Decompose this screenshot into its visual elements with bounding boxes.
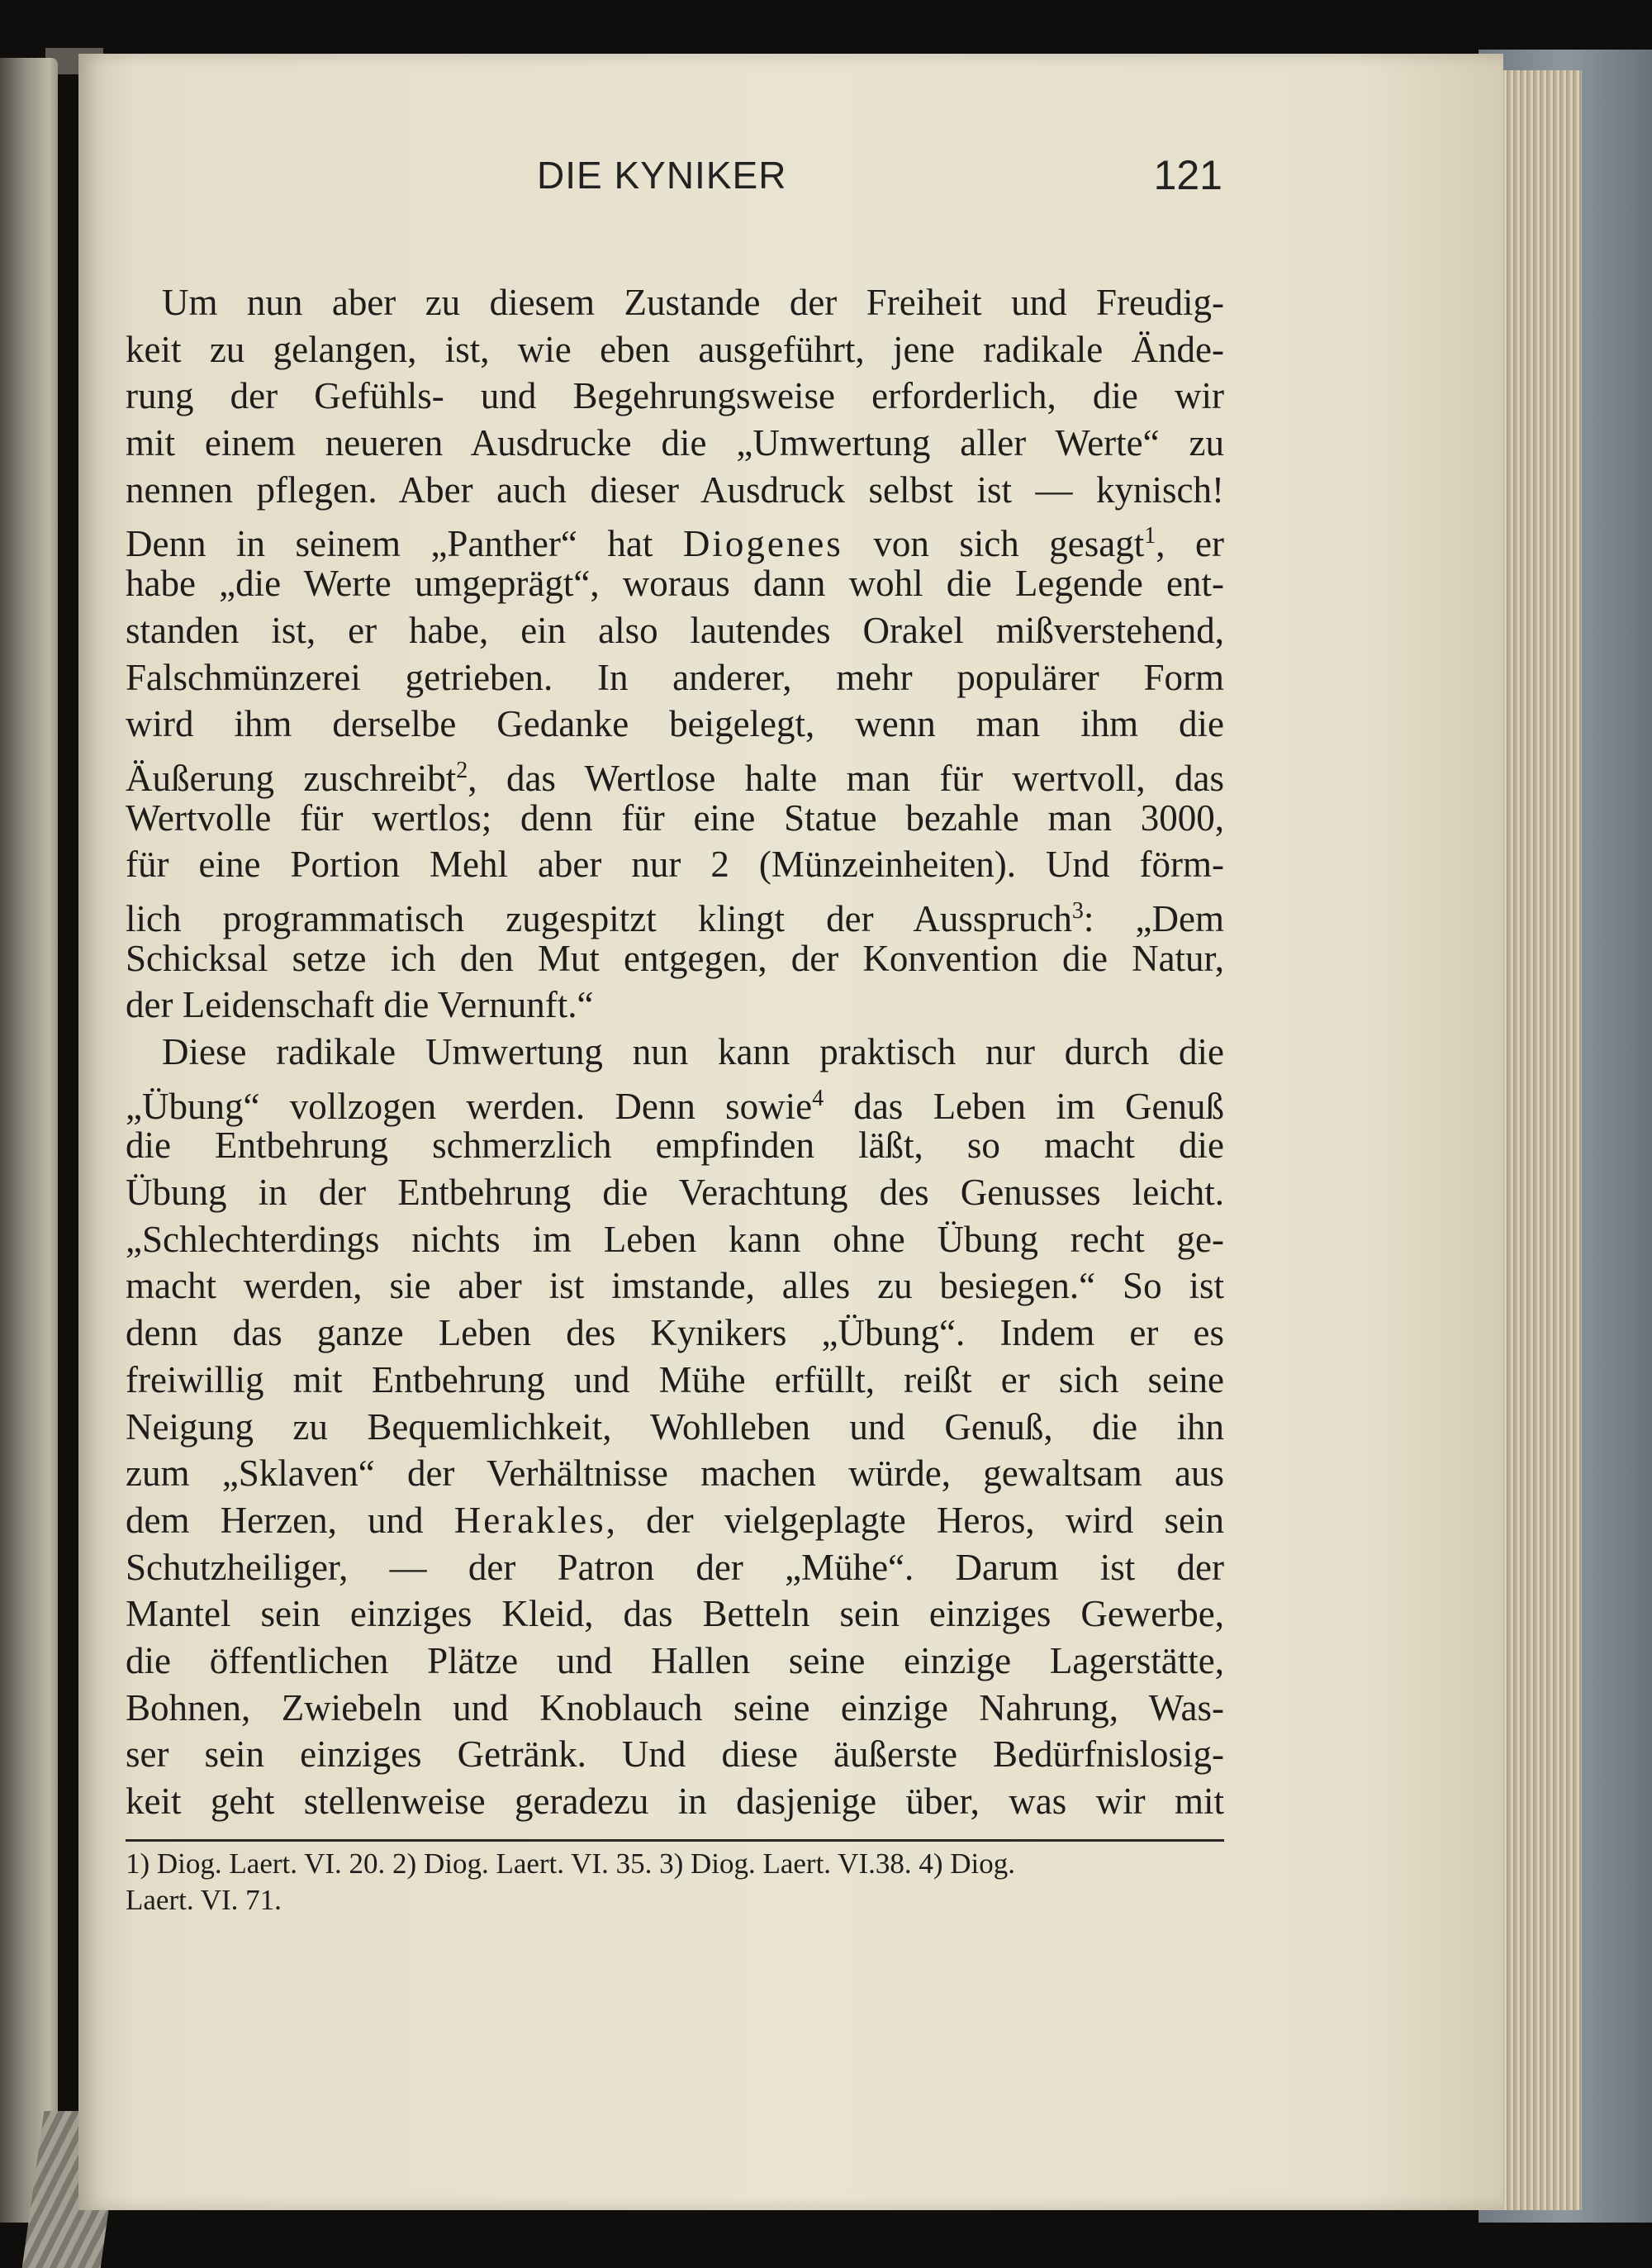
text-line: keit geht stellenweise geradezu in dasjenige über, was wir mit [126, 1781, 1224, 1822]
paragraph-2 [126, 1029, 1224, 1825]
text-line: „Schlechterdings nichts im Leben kann ohne Übung recht ge- [126, 1218, 1224, 1260]
text-fragment: Denn in seinem „Panther“ hat [126, 523, 683, 565]
text-line: Bohnen, Zwiebeln und Knoblauch seine einzige Nahrung, Was- [126, 1686, 1224, 1728]
text-line: ser sein einziges Getränk. Und diese äußerste Bedürfnislosig- [126, 1733, 1224, 1776]
text-fragment: dem Herzen, und [126, 1499, 454, 1541]
page-stack-edge [1495, 70, 1582, 2210]
text-line [126, 748, 1224, 799]
left-page-edge [0, 58, 58, 2223]
text-line: nennen pflegen. Aber auch dieser Ausdruck selbst ist — kynisch! [126, 468, 1224, 511]
spaced-name: Herakles [453, 1499, 606, 1541]
text-fragment: Äußerung zuschreibt [126, 757, 457, 799]
text-line: habe „die Werte umgeprägt“, woraus dann wohl die Legende ent- [126, 563, 1224, 605]
footnote-ref: 2 [456, 757, 468, 783]
spaced-name: Diogenes [682, 523, 843, 565]
text-line: zum „Sklaven“ der Verhältnisse machen würde, gewaltsam aus [126, 1453, 1224, 1495]
text-line: standen ist, er habe, ein also lautendes Orakel mißverstehend, [126, 609, 1224, 651]
text-line: rung der Gefühls- und Begehrungsweise erforderlich, die wir [126, 375, 1224, 417]
text-line: wird ihm derselbe Gedanke beigelegt, wenn man ihm die [126, 703, 1224, 745]
page-header [124, 153, 1222, 219]
text-line [126, 1076, 1224, 1127]
text-line [126, 888, 1225, 939]
footnote-ref: 4 [812, 1085, 824, 1111]
text-line [126, 513, 1224, 565]
text-line [126, 1497, 1224, 1544]
text-fragment: „Übung“ vollzogen werden. Denn sowie [126, 1085, 813, 1127]
text-fragment: , der vielgeplagte Heros, wird sein [605, 1499, 1224, 1541]
footnote-ref: 3 [1071, 897, 1084, 924]
text-line: Übung in der Entbehrung die Verachtung des Genusses leicht. [126, 1172, 1224, 1214]
text-line: Neigung zu Bequemlichkeit, Wohlleben und Genuß, die ihn [126, 1405, 1224, 1448]
text-line: Um nun aber zu diesem Zustande der Freiheit und Freudig- [162, 282, 1224, 323]
running-head: DIE KYNIKER [537, 154, 787, 197]
page-number: 121 [1153, 152, 1222, 198]
text-fragment: lich programmatisch zugespitzt klingt der Ausspruch [126, 897, 1072, 939]
text-line: Mantel sein einziges Kleid, das Betteln sein einziges Gewerbe, [126, 1593, 1224, 1635]
text-line: für eine Portion Mehl aber nur 2 (Münzeinheiten). Und förm- [126, 844, 1224, 886]
text-fragment: das Leben im Genuß [824, 1085, 1224, 1127]
text-line: die öffentlichen Plätze und Hallen seine einzige Lagerstätte, [126, 1639, 1224, 1681]
text-line: keit zu gelangen, ist, wie eben ausgeführt, jene radikale Ände- [126, 328, 1224, 370]
footnotes [126, 1846, 1224, 1919]
text-line: Schutzheiliger, — der Patron der „Mühe“. Darum ist der [126, 1546, 1224, 1588]
text-line: denn das ganze Leben des Kynikers „Übung“. Indem er es [126, 1312, 1224, 1354]
text-fragment: von sich gesagt [843, 523, 1145, 565]
footnote-line: 1) Diog. Laert. VI. 20. 2) Diog. Laert. VI. 35. 3) Diog. Laert. VI.38. 4) Diog. [126, 1847, 1016, 1880]
text-line: der Leidenschaft die Vernunft.“ [126, 984, 594, 1026]
text-line: Schicksal setze ich den Mut entgegen, der Konvention die Natur, [126, 937, 1224, 979]
text-fragment: : „Dem [1083, 897, 1225, 939]
text-line: die Entbehrung schmerzlich empfinden läßt, so macht die [126, 1124, 1224, 1167]
text-fragment: , er [1156, 523, 1224, 565]
text-line: Diese radikale Umwertung nun kann praktisch nur durch die [162, 1031, 1224, 1072]
body-text [126, 279, 1224, 1825]
footnote-divider [126, 1839, 1224, 1842]
text-line: Wertvolle für wertlos; denn für eine Statue bezahle man 3000, [126, 796, 1224, 839]
paragraph-1 [126, 279, 1224, 1029]
footnote-line: Laert. VI. 71. [126, 1884, 282, 1916]
text-line: mit einem neueren Ausdrucke die „Umwertung aller Werte“ zu [126, 422, 1224, 464]
text-line: Falschmünzerei getrieben. In anderer, mehr populärer Form [126, 656, 1224, 698]
footnote-ref: 1 [1144, 523, 1156, 549]
text-line: freiwillig mit Entbehrung und Mühe erfüllt, reißt er sich seine [126, 1358, 1224, 1400]
text-fragment: , das Wertlose halte man für wertvoll, das [468, 757, 1224, 799]
text-line: macht werden, sie aber ist imstande, alles zu besiegen.“ So ist [126, 1265, 1224, 1307]
